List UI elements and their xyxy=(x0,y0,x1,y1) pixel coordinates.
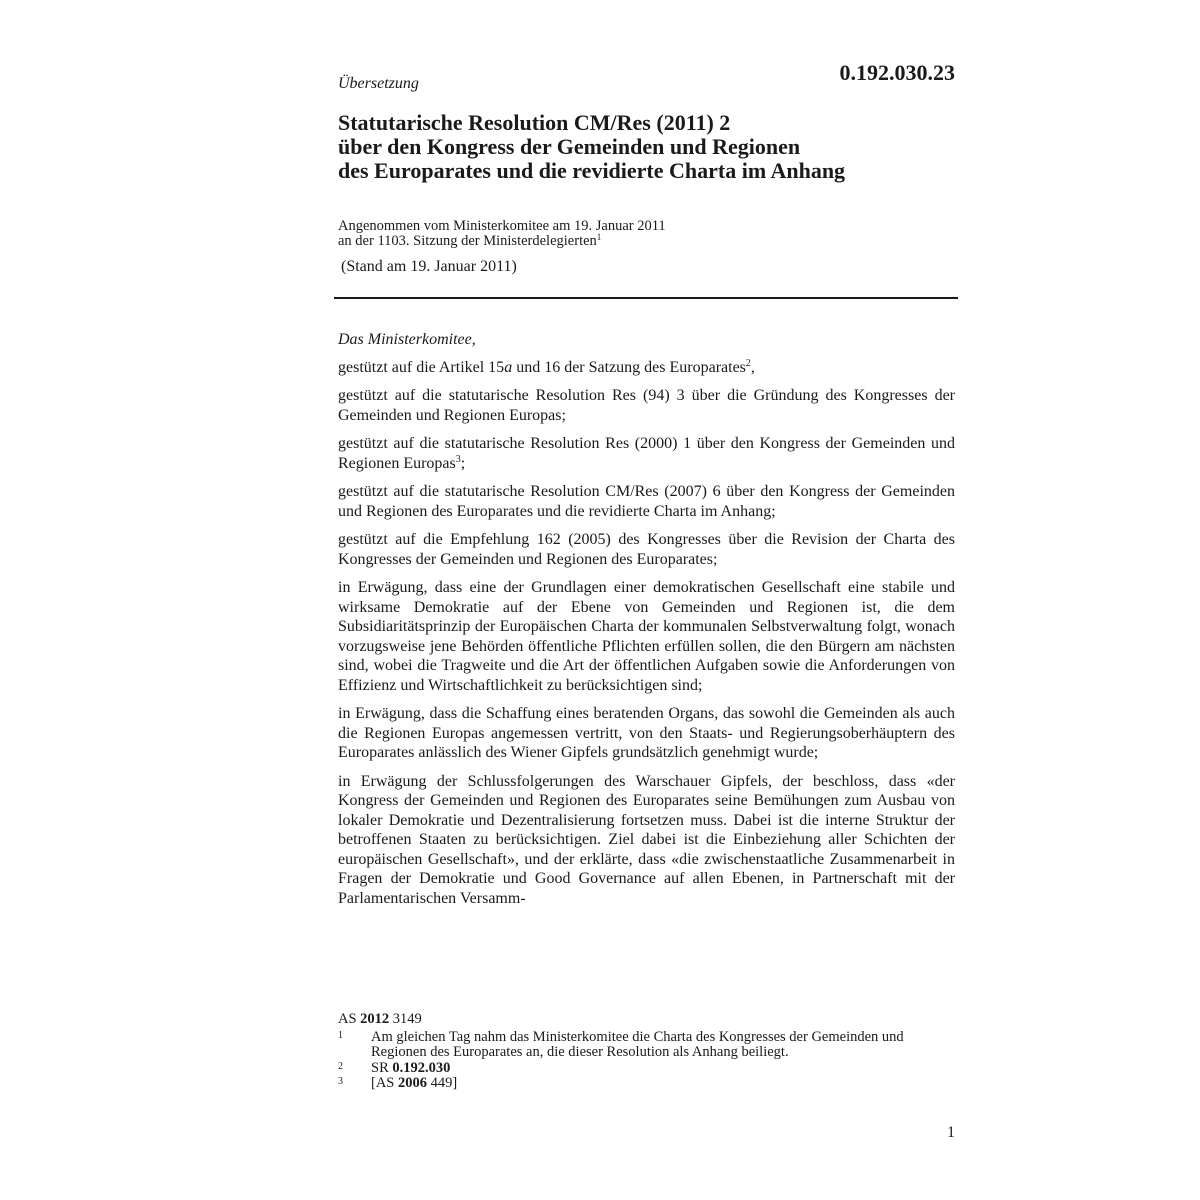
paragraph: in Erwägung, dass eine der Grundlagen einer demokratischen Gesellschaft eine stabile und wirksame Demokratie auf der Ebene von Gemeinden und Regionen ist, die dem Subsidiaritätsprinzip der Europäischen Charta der kommunalen Selbstverwaltung folgt, wonach vorzugsweise jene Behörden öffentliche Pflichten erfüllen sollen, die den Bürgern am nächsten sind, wobei die Tragweite und die Art der öffentlichen Aufgaben sowie die Anforderungen von Effizienz und Wirtschaftlichkeit zu berücksichtigen sind; xyxy=(338,579,955,694)
italic-text: a xyxy=(504,358,513,376)
text: 3149 xyxy=(389,1011,422,1027)
footnotes xyxy=(338,1012,948,1092)
text: AS xyxy=(338,1011,361,1027)
footnote-number: 2 xyxy=(338,1060,343,1072)
bold-text: 2012 xyxy=(360,1011,390,1027)
adoption-note xyxy=(338,219,666,249)
paragraph xyxy=(338,358,955,378)
text: SR xyxy=(371,1059,393,1076)
paragraph xyxy=(338,434,955,473)
title-line: des Europarates und die revidierte Charta im Anhang xyxy=(338,158,846,183)
footnote-ref[interactable]: 3 xyxy=(455,453,461,465)
adoption-line-text: an der 1103. Sitzung der Ministerdelegierten xyxy=(338,233,597,249)
footnote-ref[interactable]: 1 xyxy=(596,232,602,242)
text: , xyxy=(750,358,755,376)
text: 449] xyxy=(427,1075,458,1091)
footnote-item xyxy=(338,1061,948,1077)
document-body xyxy=(338,330,955,917)
footnote-text: Am gleichen Tag nahm das Ministerkomitee die Charta des Kongresses der Gemeinden und Regionen des Europarates an, die dieser Resolution als Anhang beiliegt. xyxy=(371,1028,904,1060)
bold-text: 0.192.030 xyxy=(392,1059,451,1076)
text: und 16 der Satzung des Europarates xyxy=(512,358,746,376)
footnote-item xyxy=(338,1030,948,1061)
footnote-item xyxy=(338,1076,948,1092)
paragraph: in Erwägung der Schlussfolgerungen des Warschauer Gipfels, der beschloss, dass «der Kongress der Gemeinden und Regionen des Europarates seine Bemühungen zum Ausbau von lokaler Demokratie und Dezentralisierung fortsetzen muss. Dabei ist die interne Struktur der betroffenen Staaten zu berücksichtigen. Ziel dabei ist die Einbeziehung aller Schichten der europäischen Gesellschaft», und der erklärte, dass «die zwischenstaatliche Zusammenarbeit in Fragen der Demokratie und Good Governance auf allen Ebenen, in Partnerschaft mit der Parlamentarischen Versamm- xyxy=(338,772,955,907)
footnote-number: 1 xyxy=(338,1029,343,1041)
footnote-number: 3 xyxy=(338,1076,343,1087)
header-divider xyxy=(334,297,958,299)
footnote-text xyxy=(371,1061,948,1077)
footnote-text xyxy=(371,1076,948,1092)
text: ; xyxy=(460,454,466,472)
title-line: Statutarische Resolution CM/Res (2011) 2 xyxy=(338,110,731,135)
text: gestützt auf die statutarische Resolution Res (2000) 1 über den Kongress der Gemeinden und Regionen Europas xyxy=(338,435,955,472)
adoption-line xyxy=(338,234,666,249)
preamble: Das Ministerkomitee, xyxy=(338,331,476,348)
as-reference xyxy=(338,1012,948,1028)
footnote-ref[interactable]: 2 xyxy=(745,357,751,369)
paragraph: in Erwägung, dass die Schaffung eines beratenden Organs, das sowohl die Gemeinden als auch die Regionen Europas angemessen vertritt, von den Staats- und Regierungsoberhäuptern des Europarates anlässlich des Wiener Gipfels grundsätzlich genehmigt wurde; xyxy=(338,705,955,761)
adoption-line: Angenommen vom Ministerkomitee am 19. Januar 2011 xyxy=(338,218,666,234)
paragraph: gestützt auf die statutarische Resolution CM/Res (2007) 6 über den Kongress der Gemeinden und Regionen des Europarates und die revidierte Charta im Anhang; xyxy=(338,483,955,520)
translation-label: Übersetzung xyxy=(338,75,419,92)
sr-number: 0.192.030.23 xyxy=(839,60,955,85)
paragraph: gestützt auf die statutarische Resolution Res (94) 3 über die Gründung des Kongresses der Gemeinden und Regionen Europas; xyxy=(338,387,955,424)
bold-text: 2006 xyxy=(398,1075,427,1091)
document-title xyxy=(338,111,958,183)
status-date: (Stand am 19. Januar 2011) xyxy=(341,258,517,275)
page-number: 1 xyxy=(947,1124,955,1141)
text: gestützt auf die Artikel 15 xyxy=(338,358,505,376)
title-line: über den Kongress der Gemeinden und Regionen xyxy=(338,134,801,159)
text: [AS xyxy=(371,1075,398,1091)
paragraph: gestützt auf die Empfehlung 162 (2005) des Kongresses über die Revision der Charta des Kongresses der Gemeinden und Regionen des Europarates; xyxy=(338,531,955,568)
